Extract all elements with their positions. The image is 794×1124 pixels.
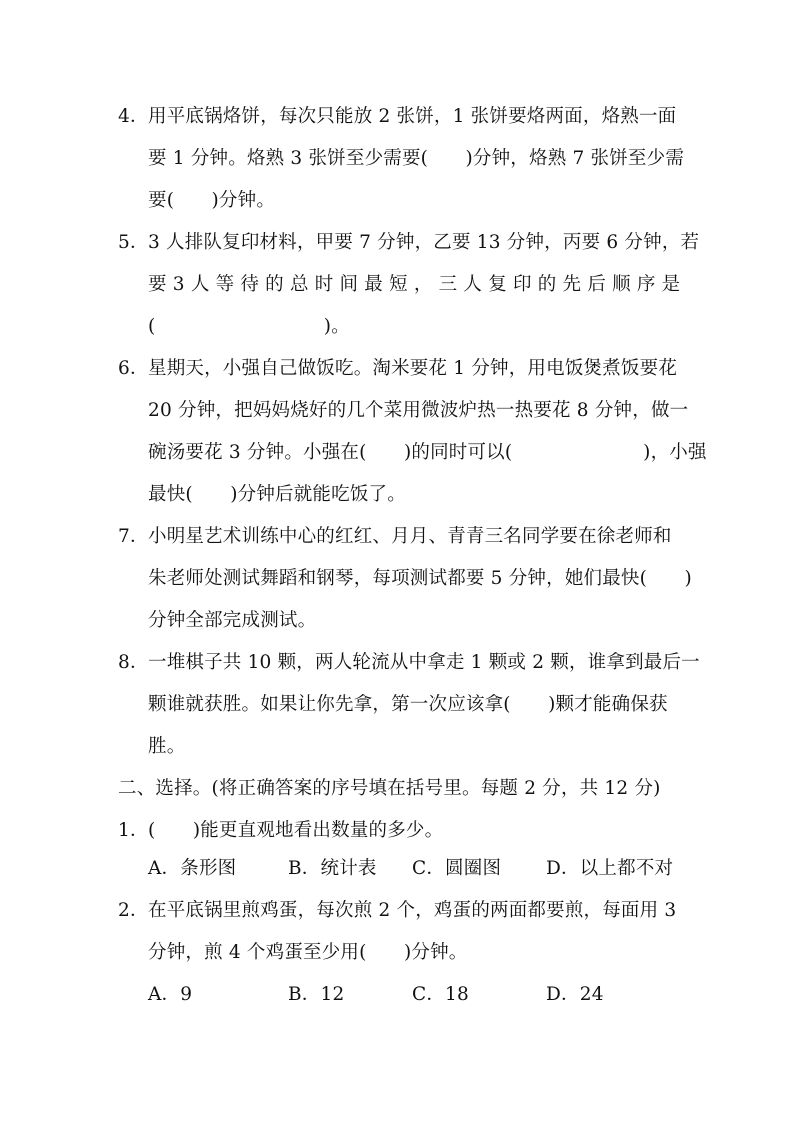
question-text-line: 分钟全部完成测试。 <box>148 610 317 631</box>
question-number: 2． <box>118 900 149 921</box>
question-text-line: 在平底锅里煎鸡蛋，每次煎 2 个，鸡蛋的两面都要煎，每面用 3 <box>148 900 677 921</box>
question-text-line: 碗汤要花 3 分钟。小强在( )的同时可以( )，小强 <box>148 442 707 463</box>
question-number: 8． <box>118 652 149 673</box>
option-c: C．18 <box>412 984 469 1005</box>
option-a: A．9 <box>148 984 193 1005</box>
question-text-line: 要 1 分钟。烙熟 3 张饼至少需要( )分钟，烙熟 7 张饼至少需 <box>148 148 685 169</box>
question-number: 7． <box>118 526 149 547</box>
question-text-line: 最快( )分钟后就能吃饭了。 <box>148 484 406 505</box>
question-text-line: 星期天，小强自己做饭吃。淘米要花 1 分钟，用电饭煲煮饭要花 <box>148 358 678 379</box>
question-number: 4． <box>118 106 149 127</box>
question-text-line: 3 人排队复印材料，甲要 7 分钟，乙要 13 分钟，丙要 6 分钟，若 <box>148 232 700 253</box>
question-number: 5． <box>118 232 149 253</box>
question-text-line: 20 分钟，把妈妈烧好的几个菜用微波炉热一热要花 8 分钟，做一 <box>148 400 689 421</box>
option-d: D．以上都不对 <box>546 858 674 879</box>
question-number: 1． <box>118 820 149 841</box>
question-text-line: 分钟，煎 4 个鸡蛋至少用( )分钟。 <box>148 942 468 963</box>
question-text-line: 朱老师处测试舞蹈和钢琴，每项测试都要 5 分钟，她们最快( ) <box>148 568 692 589</box>
question-text-line: 用平底锅烙饼，每次只能放 2 张饼，1 张饼要烙两面，烙熟一面 <box>148 106 677 127</box>
option-c: C．圆圈图 <box>412 858 502 879</box>
question-text-line: 一堆棋子共 10 颗，两人轮流从中拿走 1 颗或 2 颗，谁拿到最后一 <box>148 652 700 673</box>
question-text-line: ( )。 <box>148 316 350 337</box>
option-b: B．12 <box>288 984 345 1005</box>
question-text-line: 小明星艺术训练中心的红红、月月、青青三名同学要在徐老师和 <box>148 526 672 547</box>
question-number: 6． <box>118 358 149 379</box>
option-b: B．统计表 <box>288 858 377 879</box>
question-text-line: ( )能更直观地看出数量的多少。 <box>148 820 444 841</box>
section-heading-text: 二、选择。(将正确答案的序号填在括号里。每题 2 分，共 12 分) <box>118 778 661 799</box>
question-text-line: 胜。 <box>148 736 186 757</box>
option-a: A．条形图 <box>148 858 237 879</box>
option-d: D．24 <box>546 984 604 1005</box>
question-text-line: 颗谁就获胜。如果让你先拿，第一次应该拿( )颗才能确保获 <box>148 694 668 715</box>
question-text-line: 要( )分钟。 <box>148 190 276 211</box>
question-text-line: 要 3 人 等 待 的 总 时 间 最 短 ， 三 人 复 印 的 先 后 顺 序 是 <box>148 274 681 295</box>
